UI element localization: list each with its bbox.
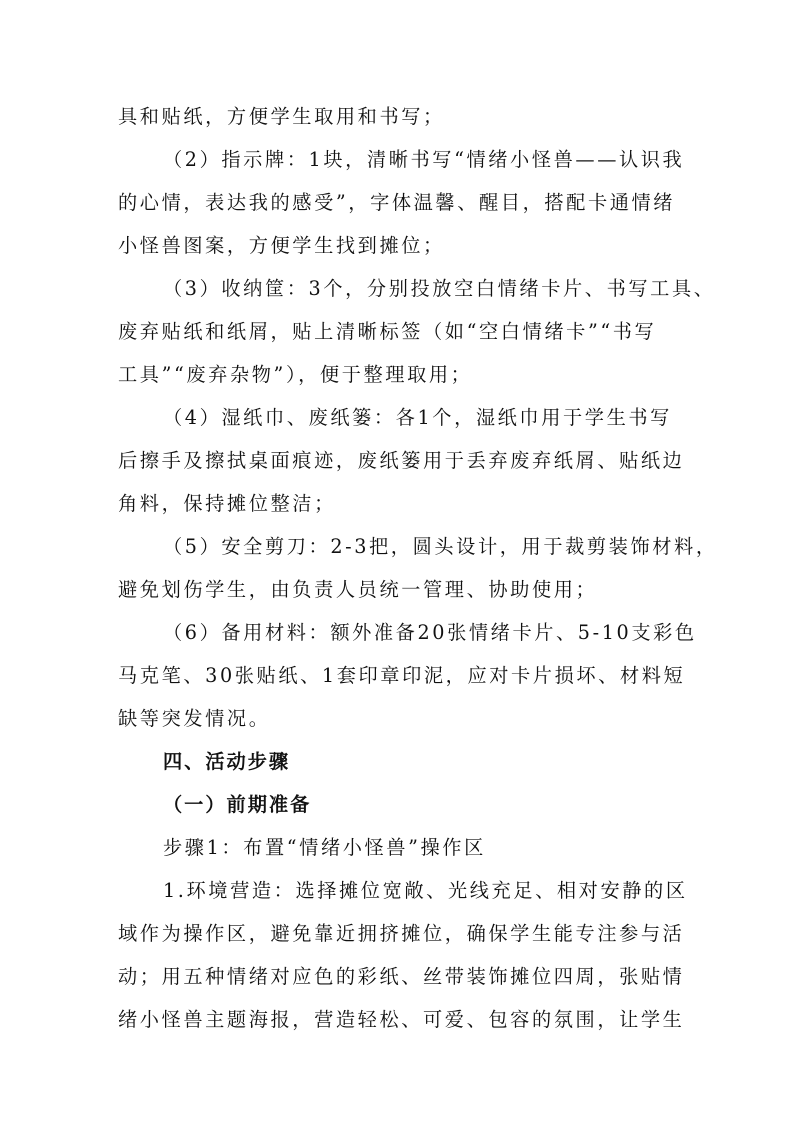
section-heading: 四、活动步骤 (163, 750, 291, 773)
subsection-heading: （一）前期准备 (163, 793, 312, 816)
body-text-line: 动；用五种情绪对应色的彩纸、丝带装饰摊位四周，张贴情 (118, 965, 685, 988)
body-text-line: 马克笔、30张贴纸、1套印章印泥，应对卡片损坏、材料短 (118, 664, 686, 687)
body-text-line: 绪小怪兽主题海报，营造轻松、可爱、包容的氛围，让学生 (118, 1008, 685, 1031)
list-item-storage-baskets: （3）收纳筐：3个，分别投放空白情绪卡片、书写工具、 (163, 277, 716, 300)
step-title: 步骤1：布置“情绪小怪兽”操作区 (163, 836, 486, 859)
body-text-line: 小怪兽图案，方便学生找到摊位； (118, 234, 445, 257)
body-text-line: 后擦手及擦拭桌面痕迹，废纸篓用于丢弃废弃纸屑、贴纸边 (118, 449, 685, 472)
body-text-line: 废弃贴纸和纸屑，贴上清晰标签（如“空白情绪卡”“书写 (118, 320, 657, 343)
body-text-line: 具和贴纸，方便学生取用和书写； (118, 105, 445, 128)
list-item-signboard: （2）指示牌：1块，清晰书写“情绪小怪兽——认识我 (163, 148, 685, 171)
list-item-scissors: （5）安全剪刀：2-3把，圆头设计，用于裁剪装饰材料， (163, 535, 718, 558)
body-text-line: 避免划伤学生，由负责人员统一管理、协助使用； (118, 578, 598, 601)
list-item-wipes-bin: （4）湿纸巾、废纸篓：各1个，湿纸巾用于学生书写 (163, 406, 672, 429)
body-text-line: 角料，保持摊位整洁； (118, 492, 336, 515)
body-text-line: 的心情，表达我的感受”，字体温馨、醒目，搭配卡通情绪 (118, 191, 676, 214)
body-text-line: 缺等突发情况。 (118, 707, 271, 730)
numbered-paragraph: 1.环境营造：选择摊位宽敞、光线充足、相对安静的区 (163, 879, 688, 902)
list-item-spare-materials: （6）备用材料：额外准备20张情绪卡片、5-10支彩色 (163, 621, 697, 644)
body-text-line: 工具”“废弃杂物”），便于整理取用； (118, 363, 473, 386)
body-text-line: 域作为操作区，避免靠近拥挤摊位，确保学生能专注参与活 (118, 922, 685, 945)
